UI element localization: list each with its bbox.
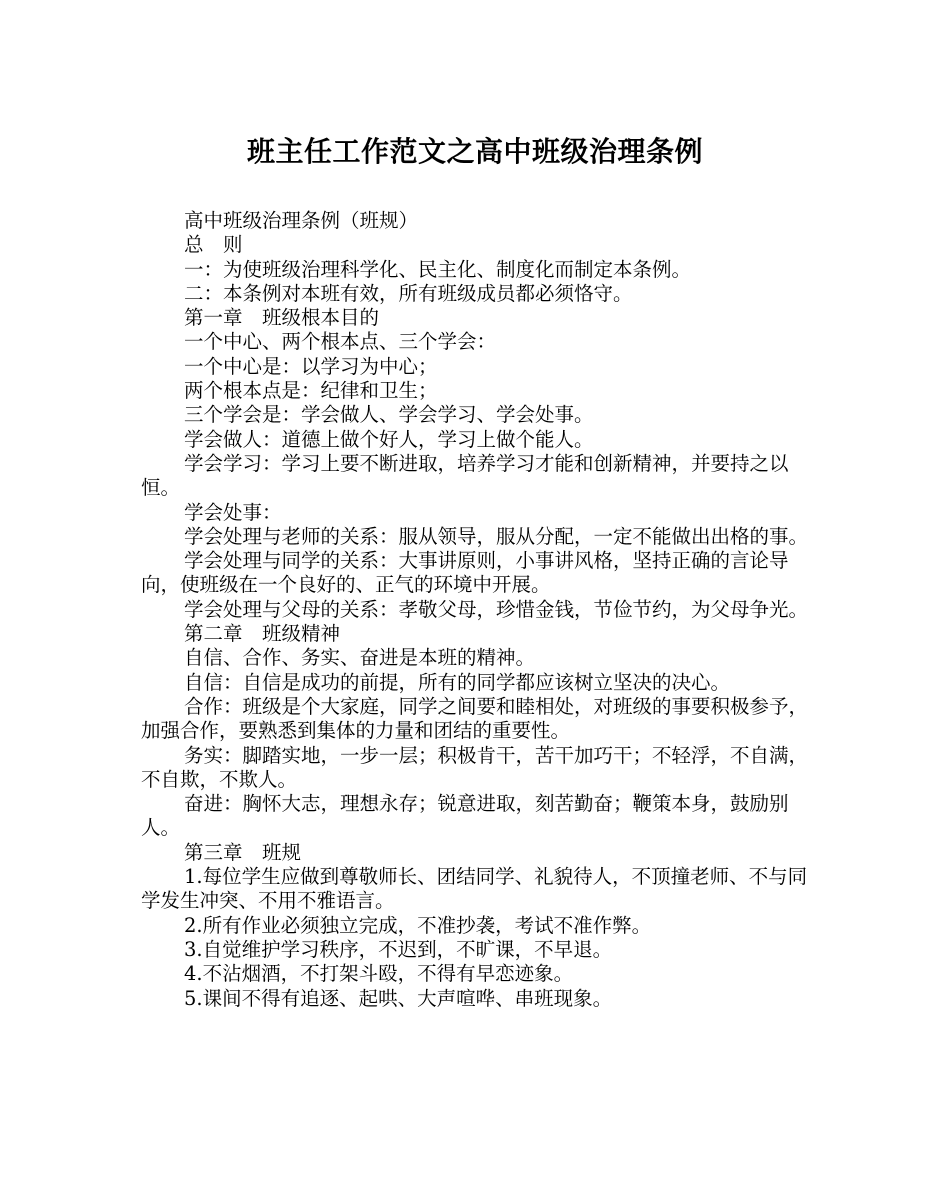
paragraph: 总 则 [184,233,243,257]
document-body [141,209,813,1011]
paragraph: 自信：自信是成功的前提，所有的同学都应该树立坚决的决心。 [184,670,731,694]
paragraph: 学会学习：学习上要不断进取，培养学习才能和创新精神，并要持之以恒。 [141,451,789,500]
paragraph: 学会处事： [184,500,282,524]
paragraph: 学会处理与同学的关系：大事讲原则，小事讲风格，坚持正确的言论导向，使班级在一个良好的、正气的环境中开展。 [141,549,789,597]
rule-item: 2.所有作业必须独立完成，不准抄袭，考试不准作弊。 [184,913,652,937]
paragraph: 学会处理与老师的关系：服从领导，服从分配，一定不能做出出格的事。 [184,524,809,548]
paragraph: 一：为使班级治理科学化、民主化、制度化而制定本条例。 [184,257,692,281]
paragraph: 自信、合作、务实、奋进是本班的精神。 [184,646,536,670]
paragraph: 合作：班级是个大家庭，同学之间要和睦相处，对班级的事要积极参予，加强合作，要熟悉到集体的力量和团结的重要性。 [141,694,809,743]
paragraph: 学会做人：道德上做个好人，学习上做个能人。 [184,427,594,451]
chapter-heading: 第一章 班级根本目的 [184,306,380,330]
paragraph: 三个学会是：学会做人、学会学习、学会处事。 [184,403,594,427]
chapter-heading: 第三章 班规 [184,840,302,864]
chapter-heading: 第二章 班级精神 [184,622,341,646]
paragraph: 高中班级治理条例（班规） [184,209,419,232]
paragraph: 二：本条例对本班有效，所有班级成员都必须恪守。 [184,281,633,305]
document-title: 班主任工作范文之高中班级治理条例 [246,135,703,168]
paragraph: 奋进：胸怀大志，理想永存；锐意进取，刻苦勤奋；鞭策本身，鼓励别人。 [141,792,789,840]
rule-item: 3.自觉维护学习秩序，不迟到，不旷课，不早退。 [184,937,613,961]
rule-item: 5.课间不得有追逐、起哄、大声喧哗、串班现象。 [184,986,613,1010]
paragraph: 务实：脚踏实地，一步一层；积极肯干，苦干加巧干；不轻浮，不自满，不自欺，不欺人。 [141,743,809,791]
rule-item: 1.每位学生应做到尊敬师长、团结同学、礼貌待人，不顶撞老师、不与同学发生冲突、不用不雅语言。 [141,865,808,913]
paragraph: 两个根本点是：纪律和卫生； [184,379,438,403]
paragraph: 一个中心、两个根本点、三个学会： [184,330,497,354]
rule-item: 4.不沾烟酒，不打架斗殴，不得有早恋迹象。 [184,962,574,986]
paragraph: 学会处理与父母的关系：孝敬父母，珍惜金钱，节俭节约，为父母争光。 [184,597,809,621]
paragraph: 一个中心是：以学习为中心； [184,354,438,378]
